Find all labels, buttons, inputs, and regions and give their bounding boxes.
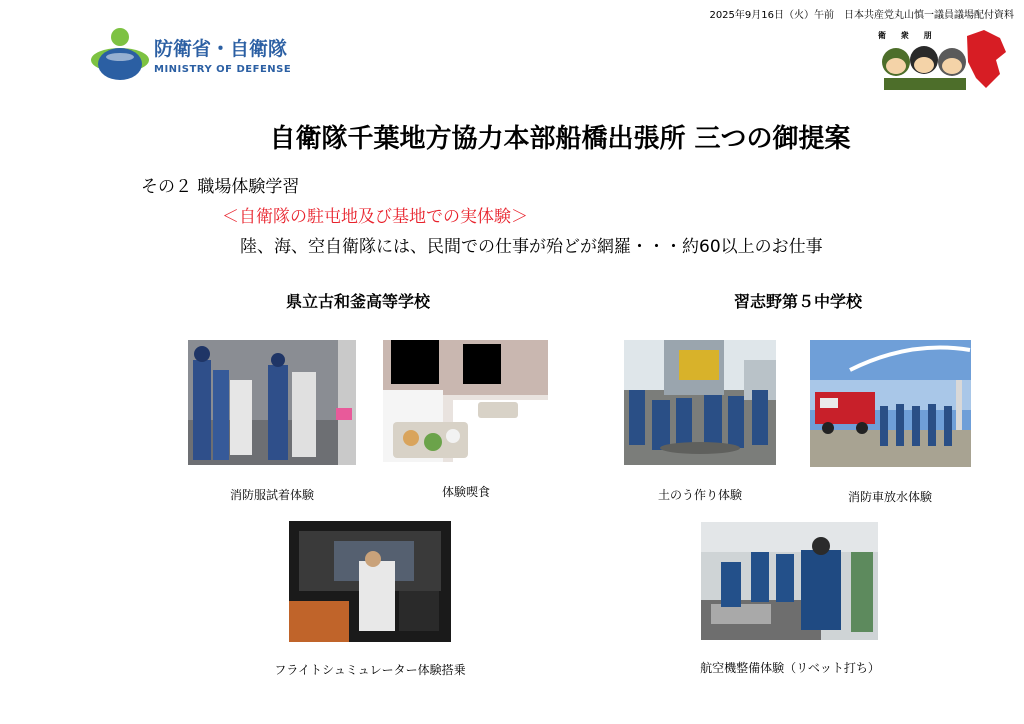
caption-meal-experience: 体験喫食 — [441, 485, 490, 499]
highlight-line: ＜自衛隊の駐屯地及び基地での実体験＞ — [222, 207, 528, 227]
ministry-emblem-icon — [90, 26, 150, 82]
school-name-left: 県立古和釜高等学校 — [286, 292, 431, 311]
description-line: 陸、海、空自衛隊には、民間での仕事が殆どが網羅・・・約60以上のお仕事 — [240, 237, 823, 257]
caption-fire-suit-trial: 消防服試着体験 — [229, 488, 314, 502]
photo-fire-suit-trial — [188, 340, 356, 465]
logo-name-en: MINISTRY OF DEFENSE — [154, 64, 292, 75]
ministry-logo — [90, 26, 290, 82]
mascot-label: 衛 衆 朋 — [878, 31, 938, 40]
caption-fire-truck-water: 消防車放水体験 — [847, 490, 932, 504]
photo-meal-experience — [383, 340, 548, 462]
header-note: 2025年9月16日（火）午前 日本共産党丸山慎一議員議場配付資料 — [709, 10, 1014, 21]
caption-sandbag-making: 土のう作り体験 — [657, 488, 742, 502]
school-name-right: 習志野第５中学校 — [734, 292, 863, 311]
page-title: 自衛隊千葉地方協力本部船橋出張所 三つの御提案 — [269, 124, 851, 154]
photo-aircraft-maintenance — [701, 522, 878, 640]
section-subhead: その２ 職場体験学習 — [141, 177, 300, 197]
caption-aircraft-maintenance: 航空機整備体験（リベット打ち） — [700, 661, 880, 675]
caption-flight-simulator: フライトシュミュレーター体験搭乗 — [274, 663, 466, 677]
mascot-characters-icon — [872, 28, 1006, 92]
logo-name-ja: 防衛省・自衛隊 — [154, 38, 288, 60]
photo-flight-simulator — [289, 521, 451, 642]
photo-sandbag-making — [624, 340, 776, 465]
photo-fire-truck-water — [810, 340, 971, 467]
